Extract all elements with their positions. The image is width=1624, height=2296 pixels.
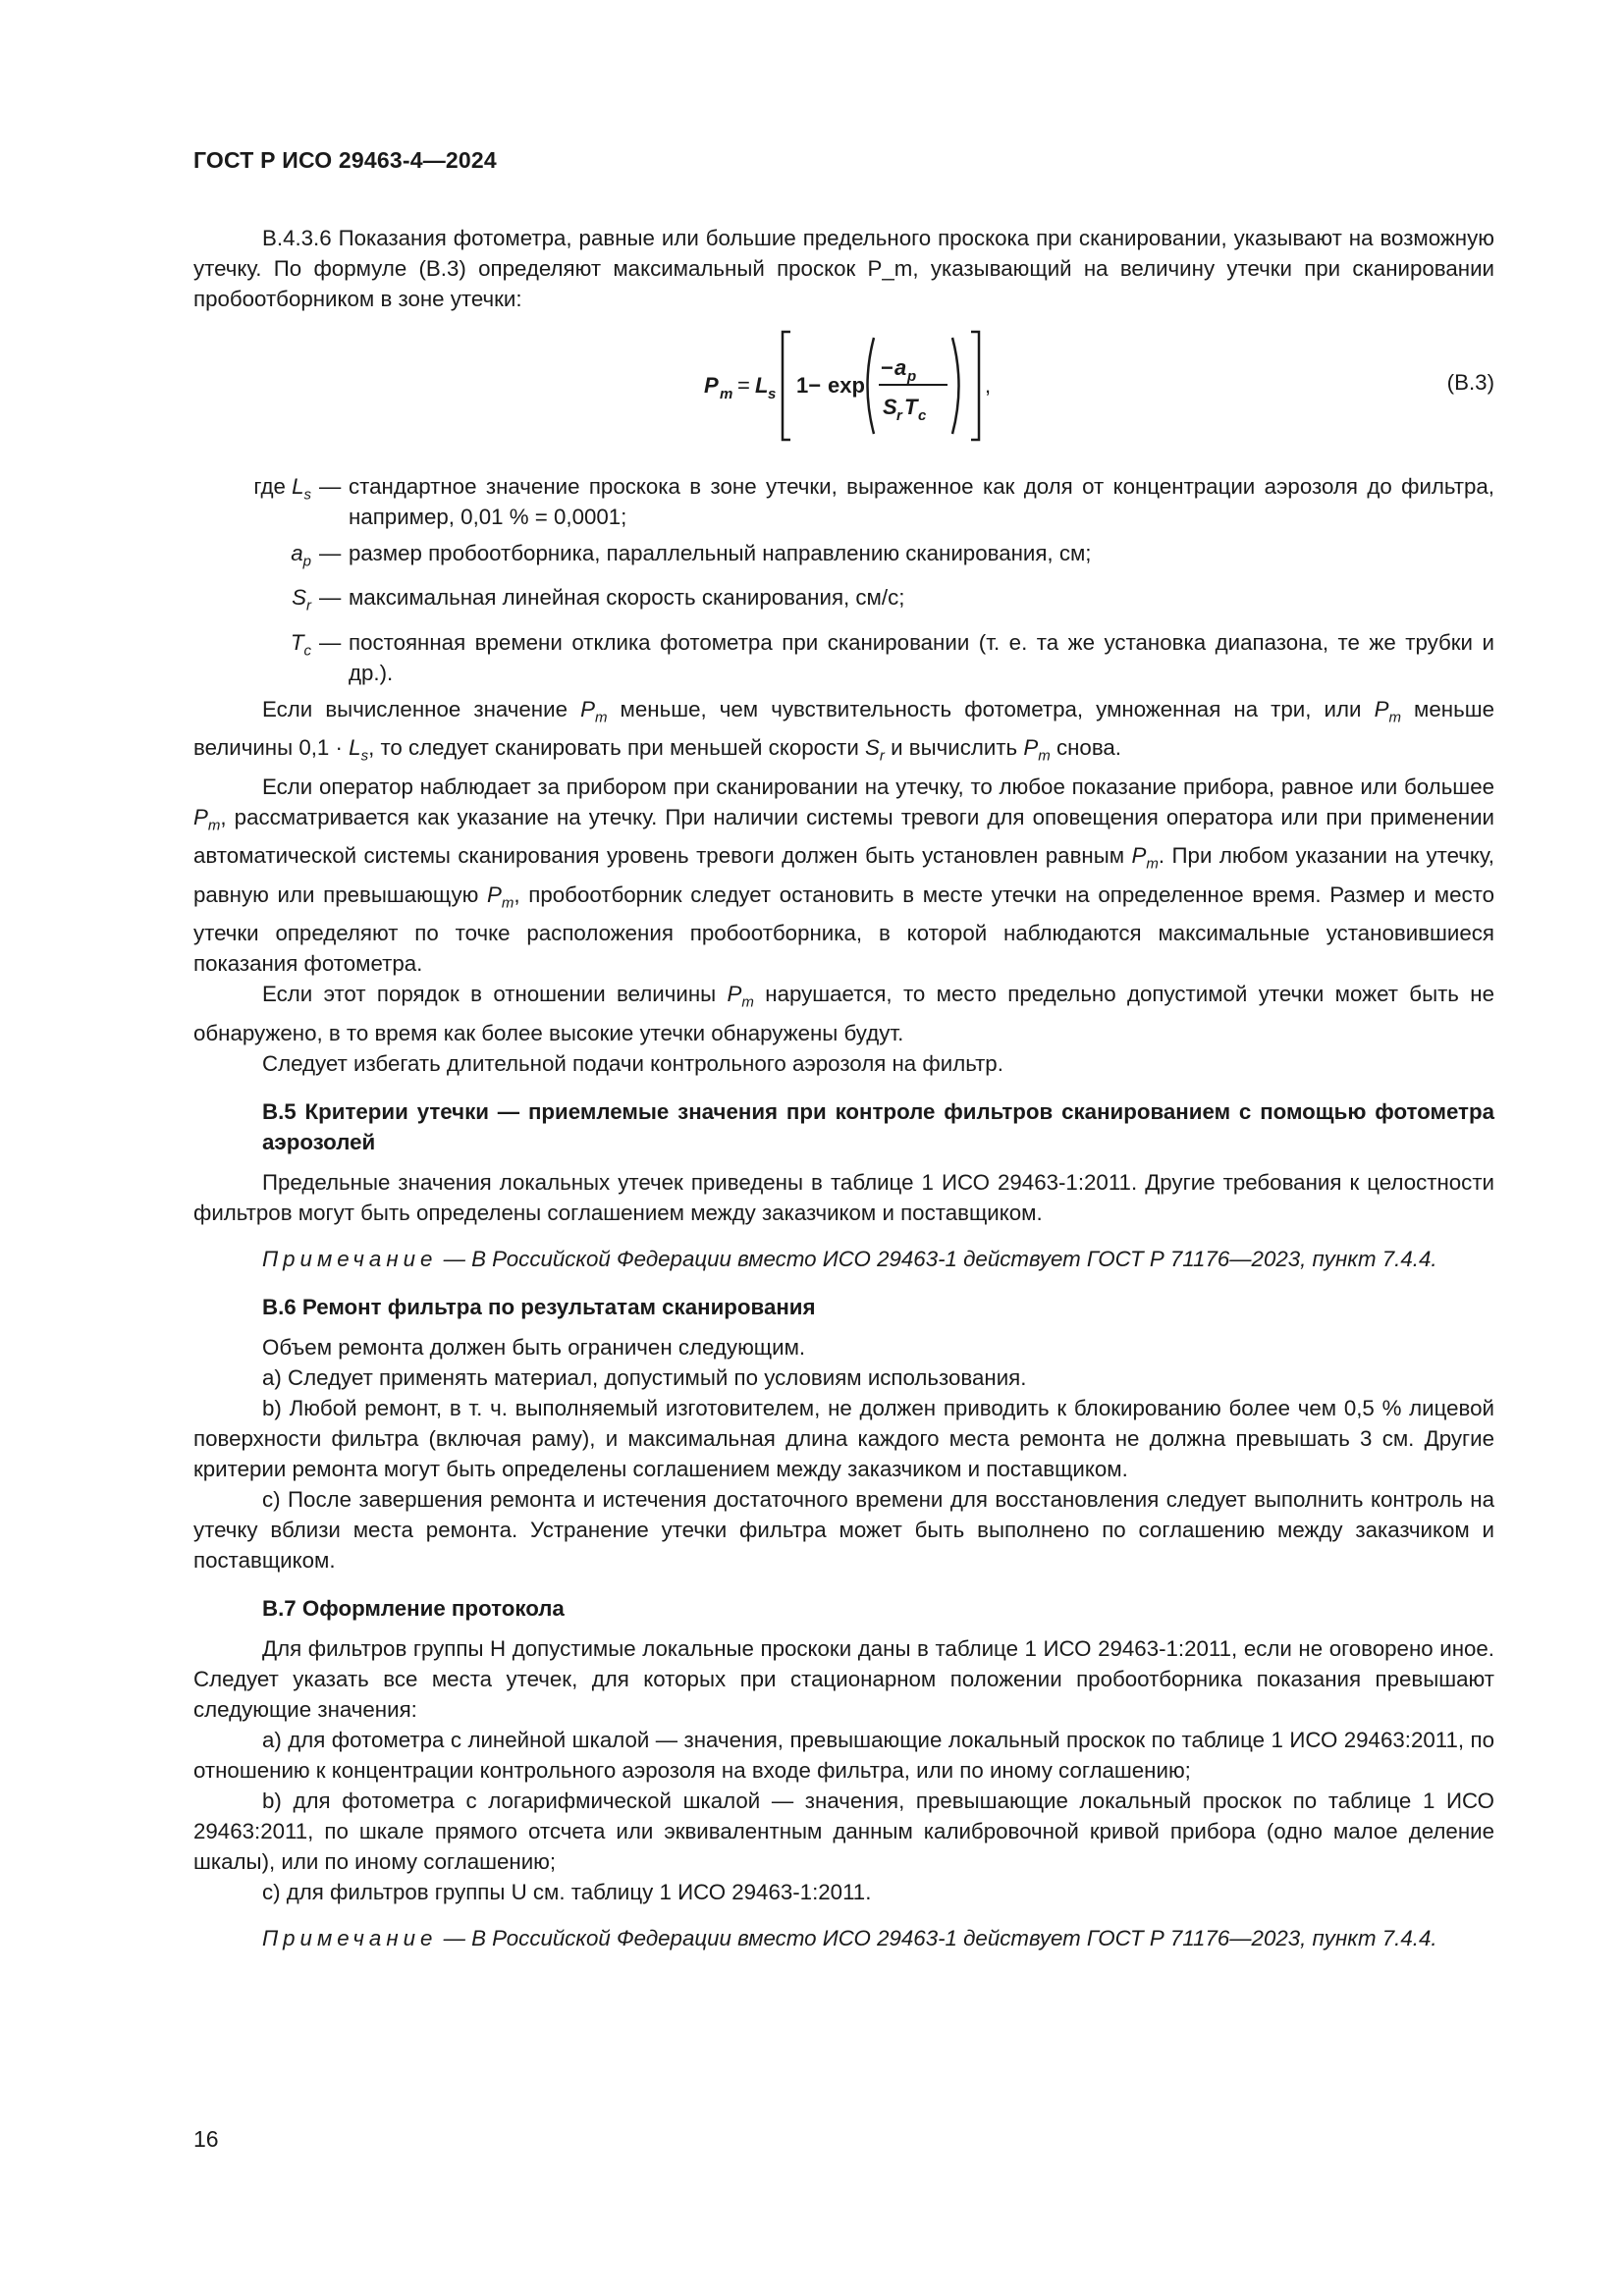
b7-item-c: c) для фильтров группы U см. таблицу 1 ИСО 29463-1:2011.	[262, 1879, 872, 1904]
formula-den-t: T	[904, 395, 918, 419]
formula-number: (B.3)	[1446, 370, 1494, 395]
definition-tc: $T_c$ — постоянная времени отклика фотометра при сканировании (т. е. та же установка диапазона, те же трубки и др.).	[290, 629, 1494, 685]
formula-graphic-right	[883, 324, 1028, 442]
paragraph-avoid: Следует избегать длительной подачи контрольного аэрозоля на фильтр.	[262, 1050, 1003, 1076]
formula-num-minus: −	[881, 355, 893, 380]
formula-one-minus: 1−	[796, 373, 822, 398]
formula-ls-sub: s	[768, 386, 777, 402]
paragraph-operator: Если оператор наблюдает за прибором при сканировании на утечку, то любое показание прибора, равное или большее $P_m$, рассматривается как указание на утечку. При наличии системы тревоги для оповещения оператора или при применении автоматической системы сканирования уровень тревоги должен быть установлен равным $P_m$. При любом указании на утечку, равную или превышающую $P_m$, пробоотборник следует остановить в месте утечки на определенное время. Размер и место утечки определяют по точке расположения пробоотборника, в которой наблюдаются максимальные установившиеся показания фотометра.	[193, 774, 1494, 977]
document-header: ГОСТ Р ИСО 29463-4—2024	[193, 147, 497, 173]
right-bracket	[971, 332, 979, 440]
formula-lhs-sub: m	[720, 386, 733, 402]
b6-item-b: b) Любой ремонт, в т. ч. выполняемый изготовителем, не должен приводить к блокированию более чем 0,5 % лицевой поверхности фильтра (включая раму), и максимальная длина каждого места ремонта не должна превышать 3 см. Другие критерии ремонта могут быть определены соглашением между заказчиком и поставщиком.	[193, 1395, 1494, 1481]
formula-graphic	[704, 324, 920, 442]
definition-ls: где $L_s$ — стандартное значение проскока в зоне утечки, выраженное как доля от концентрации аэрозоля до фильтра, например, 0,01 % = 0,0001;	[253, 474, 1494, 529]
b436-text: B.4.3.6 Показания фотометра, равные или большие предельного проскока при сканировании, указывают на возможную утечку. По формуле (B.3) определяют максимальный проскок P_m, указывающий на величину утечки при сканировании пробоотборником в зоне утечки:	[193, 226, 1494, 311]
paragraph-b5: Предельные значения локальных утечек приведены в таблице 1 ИСО 29463-1:2011. Другие требования к целостности фильтров могут быть определены соглашением между заказчиком и поставщиком.	[193, 1169, 1494, 1225]
section-heading-b6: B.6 Ремонт фильтра по результатам сканирования	[262, 1294, 816, 1319]
right-paren	[952, 338, 959, 434]
formula-lhs: P	[704, 373, 719, 398]
definitions	[193, 471, 1494, 688]
formula-den-s-sub: r	[896, 407, 902, 424]
formula-den-s: S	[883, 395, 897, 419]
b6-item-c: c) После завершения ремонта и истечения достаточного времени для восстановления следует выполнить контроль на утечку вблизи места ремонта. Устранение утечки фильтра может быть выполнено по соглашению между заказчиком и поставщиком.	[193, 1486, 1494, 1573]
b6-intro: Объем ремонта должен быть ограничен следующим.	[262, 1334, 806, 1360]
formula-ls: L	[755, 373, 769, 398]
formula-b3	[193, 324, 1494, 447]
formula-tail: ,	[985, 373, 992, 398]
note-b7: Примечание — В Российской Федерации вместо ИСО 29463-1 действует ГОСТ Р 71176—2023, пункт 7.4.4.	[262, 1925, 1437, 1950]
formula-num-sub: p	[907, 368, 917, 385]
paragraph-order: Если этот порядок в отношении величины $P_m$ нарушается, то место предельно допустимой утечки может быть не обнаружено, в то время как более высокие утечки обнаружены будут.	[193, 982, 1494, 1045]
defs-lead: где	[253, 474, 286, 499]
document-body	[193, 223, 1494, 1971]
left-paren	[868, 338, 875, 434]
formula-num: a	[894, 355, 907, 380]
note-label: Примечание	[262, 1925, 438, 1950]
note-b5: Примечание — В Российской Федерации вместо ИСО 29463-1 действует ГОСТ Р 71176—2023, пункт 7.4.4.	[262, 1246, 1437, 1271]
paragraph-if-computed: Если вычисленное значение $P_m$ меньше, чем чувствительность фотометра, умноженная на три, или $P_m$ меньше величины $0,1 \cdot L_s$, то следует сканировать при меньшей скорости $S_r$ и вычислить $P_m$ снова.	[193, 696, 1494, 765]
b7-intro: Для фильтров группы H допустимые локальные проскоки даны в таблице 1 ИСО 29463-1:2011, если не оговорено иное. Следует указать все места утечек, для которых при стационарном положении пробоотборника показания превышают следующие значения:	[193, 1635, 1494, 1722]
formula-exp: exp	[828, 373, 865, 398]
b7-item-a: a) для фотометра с линейной шкалой — значения, превышающие локальный проскок по таблице 1 ИСО 29463:2011, по отношению к концентрации контрольного аэрозоля на входе фильтра, или по иному соглашению;	[193, 1727, 1494, 1783]
definition-sr: $S_r$ — максимальная линейная скорость сканирования, см/с;	[292, 585, 905, 614]
b6-item-a: a) Следует применять материал, допустимый по условиям использования.	[262, 1364, 1027, 1390]
definition-ap: $a_p$ — размер пробоотборника, параллельный направлению сканирования, см;	[291, 541, 1092, 570]
page-number: 16	[193, 2126, 219, 2152]
left-bracket	[783, 332, 790, 440]
formula-eq: =	[737, 373, 750, 398]
paragraph-b436	[193, 223, 1494, 314]
section-heading-b7: B.7 Оформление протокола	[262, 1595, 565, 1621]
note-label: Примечание	[262, 1246, 438, 1271]
b7-item-b: b) для фотометра с логарифмической шкалой — значения, превышающие локальный проскок по таблице 1 ИСО 29463:2011, по шкале прямого отсчета или эквивалентным данным калибровочной кривой прибора (одно малое деление шкалы), или по иному соглашению;	[193, 1788, 1494, 1874]
section-heading-b5: B.5 Критерии утечки — приемлемые значения при контроле фильтров сканированием с помощью фотометра аэрозолей	[262, 1098, 1494, 1154]
formula-den-t-sub: c	[918, 407, 927, 424]
